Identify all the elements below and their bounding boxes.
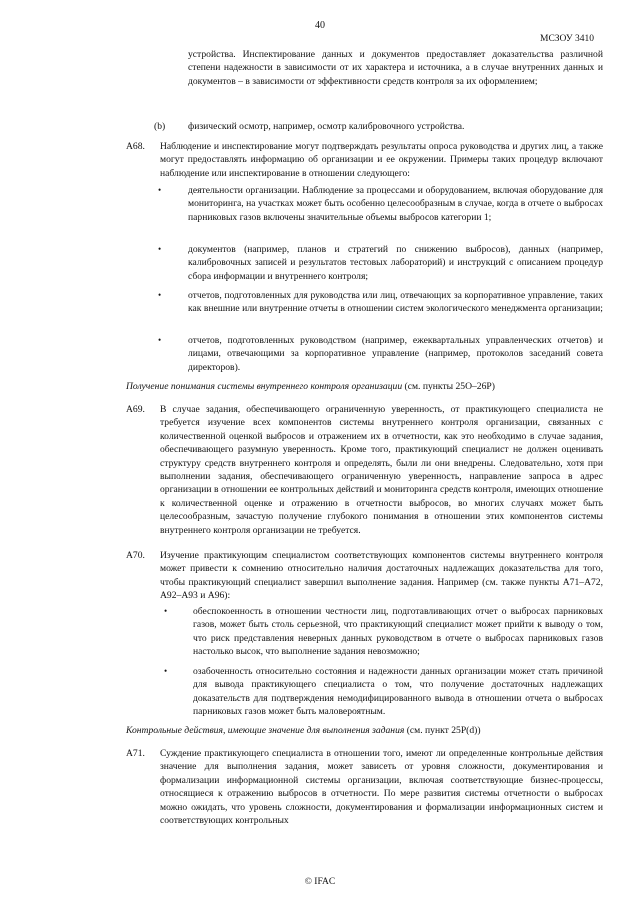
a68-bullet-2-text: документов (например, планов и стратегий по снижению выбросов), данных (например, калибровочных записей и результатов тестовых лабораторий) и инструкций с описанием процедур сбора информации и внутреннего контроля; xyxy=(188,244,603,282)
heading-2-ref: (см. пункт 25P(d)) xyxy=(404,725,481,736)
item-b-paragraph xyxy=(188,120,603,133)
heading-1-italic: Получение понимания системы внутреннего контроля организации xyxy=(126,381,403,392)
a69-label: A69. xyxy=(126,404,145,415)
continuation-text: устройства. Инспектирование данных и документов предоставляет доказательства различной степени надежности в зависимости от их характера и источника, а в случае внутренних данных и документов – в зависимости от эффективности средств контроля за их оформлением; xyxy=(188,49,603,87)
a70-bullet-2-text: озабоченность относительно состояния и надежности данных организации может стать причиной для вывода практикующего специалиста о том, что получение достаточных надлежащих доказательств для подтверждения немодифицированного вывода в отношении отчета о выбросах парниковых газов может быть маловероятным. xyxy=(193,666,603,718)
item-b-text: физический осмотр, например, осмотр калибровочного устройства. xyxy=(188,121,465,132)
a70-bullet-2 xyxy=(193,665,603,719)
a69-paragraph xyxy=(160,403,603,537)
a68-bullet-4-text: отчетов, подготовленных руководством (например, ежеквартальных управленческих отчетов) и лицами, отвечающими за корпоративное управление (например, протоколов заседаний совета директоров). xyxy=(188,335,603,373)
a68-bullet-1 xyxy=(188,184,603,224)
heading-2-italic: Контрольные действия, имеющие значение для выполнения задания xyxy=(126,725,405,736)
a68-label: A68. xyxy=(126,141,145,152)
a71-label: A71. xyxy=(126,748,145,759)
document-code: МСЗОУ 3410 xyxy=(540,34,594,44)
item-b-label: (b) xyxy=(154,121,166,132)
a70-label: A70. xyxy=(126,550,145,561)
a68-intro xyxy=(160,140,603,180)
bullet-icon: • xyxy=(158,290,162,300)
footer-copyright: © IFAC xyxy=(304,877,336,887)
a70-intro xyxy=(160,549,603,603)
page-number: 40 xyxy=(315,20,325,31)
section-heading-internal-control xyxy=(126,380,606,393)
a70-intro-text: Изучение практикующим специалистом соответствующих компонентов системы внутреннего контроля может привести к сомнению относительно наличия достаточных надлежащих доказательства для того, чтобы практикующий специалист завершил выполнение задания. Например (см. также пункты A71–A72, A92–A93 и A96): xyxy=(160,550,603,602)
a70-bullet-1-text: обеспокоенность в отношении честности лиц, подготавливающих отчет о выбросах парниковых газов, может быть столь серьезной, что практикующий специалист может прийти к выводу о том, что риск представления неверных данных руководством в отчете о выбросах парниковых газов настолько высок, что выполнение задания невозможно; xyxy=(193,606,603,658)
bullet-icon: • xyxy=(164,666,168,676)
a68-bullet-3 xyxy=(188,289,603,316)
bullet-icon: • xyxy=(158,244,162,254)
bullet-icon: • xyxy=(158,185,162,195)
a68-bullet-4 xyxy=(188,334,603,374)
a68-bullet-3-text: отчетов, подготовленных для руководства или лиц, отвечающих за корпоративное управление, таких как внешние или внутренние отчеты в отношении систем экологического менеджмента организации; xyxy=(188,290,603,315)
section-heading-control-actions xyxy=(126,724,606,737)
a69-text: В случае задания, обеспечивающего ограниченную уверенность, от практикующего специалиста не требуется изучение всех компонентов системы внутреннего контроля организации, связанных с количественной оценкой выбросов и отражением их в отчетности, как это необходимо в случае задания, обеспечивающего разумную уверенность. Кроме того, практикующий специалист не должен оценивать структуру средств внутреннего контроля и определять, были ли они внедрены. Следовательно, хотя при выполнении задания, обеспечивающего ограниченную уверенность, направление запроса в адрес организации в отношении ее контрольных действий и мониторинга средств контроля, имеющих отношение к количественной оценке и отражению в отчетности выбросов, во многих случаях может быть целесообразным, зачастую получение глубокого понимания в отношении этих компонентов системы внутреннего контроля организации не требуется. xyxy=(160,404,603,536)
a71-paragraph xyxy=(160,747,603,827)
a71-text: Суждение практикующего специалиста в отношении того, имеют ли определенные контрольные действия значение для выполнения задания, может зависеть от уровня сложности, документирования и формализации информационной системы организации, включая соответствующие бизнес-процессы, относящиеся к отражению выбросов в отчетности. По мере развития системы отчетности о выбросах можно ожидать, что уровень сложности, документирования и формализации информационных систем и соответствующих контрольных xyxy=(160,748,603,827)
a68-bullet-2 xyxy=(188,243,603,283)
bullet-icon: • xyxy=(158,335,162,345)
a68-bullet-1-text: деятельности организации. Наблюдение за процессами и оборудованием, включая оборудование для мониторинга, на участках может быть особенно целесообразным в случае, когда в отчете о выбросах парниковых газов включены значительные объемы выбросов категории 1; xyxy=(188,185,603,223)
heading-1-ref: (см. пункты 25O–26P) xyxy=(402,381,495,392)
a70-bullet-1 xyxy=(193,605,603,659)
continuation-paragraph xyxy=(188,48,603,88)
a68-intro-text: Наблюдение и инспектирование могут подтверждать результаты опроса руководства и других лиц, а также могут предоставлять информацию об организации и ее окружении. Примеры таких процедур включают наблюдение или инспектирование в отношении следующего: xyxy=(160,141,603,179)
bullet-icon: • xyxy=(164,606,168,616)
